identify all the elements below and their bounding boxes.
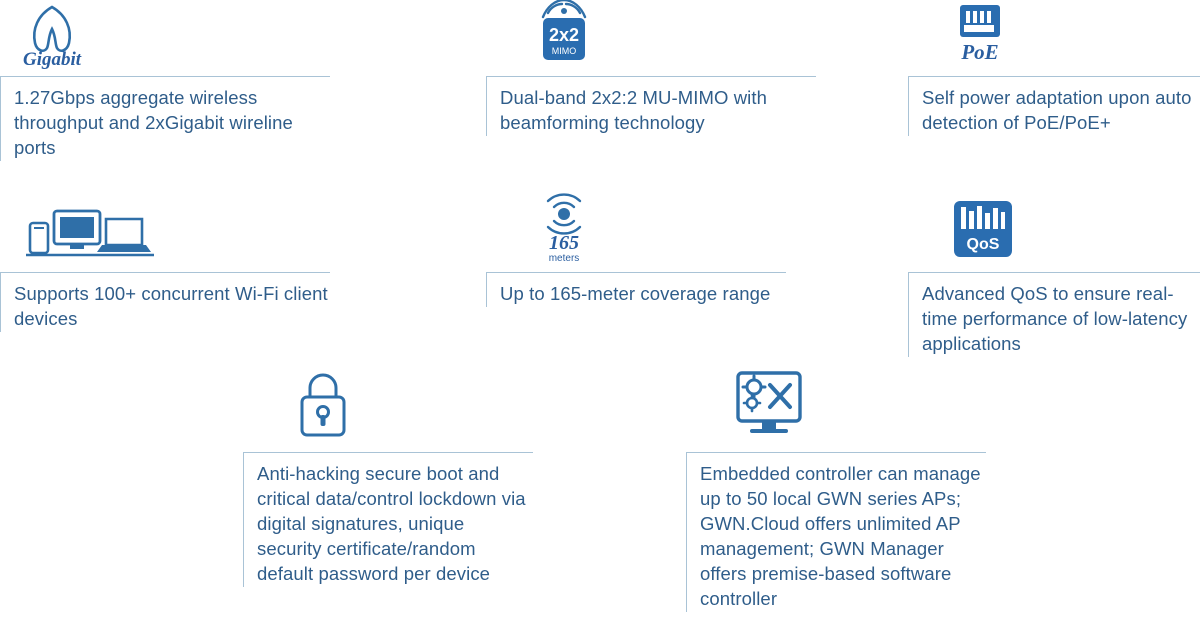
- padlock-security-icon: [247, 365, 369, 452]
- svg-text:MIMO: MIMO: [551, 46, 577, 56]
- gigabit-antenna-icon: [4, 0, 100, 76]
- icon-container: [486, 0, 816, 76]
- feature-body: [486, 77, 816, 136]
- mimo-2x2-wifi-icon: [490, 0, 610, 76]
- feature-card-mimo: [486, 0, 816, 136]
- svg-text:PoE: PoE: [961, 40, 999, 64]
- svg-text:meters: meters: [548, 253, 580, 264]
- feature-card-clients: [0, 196, 330, 332]
- feature-body: [486, 273, 786, 307]
- feature-text: Embedded controller can manage up to 50 local GWN series APs; GWN.Cloud offers unlimited AP management; GWN Manager offers premise-based software controller: [700, 463, 981, 609]
- feature-card-qos: [908, 196, 1200, 357]
- feature-text: Supports 100+ concurrent Wi-Fi client devices: [14, 283, 328, 329]
- feature-text: Up to 165-meter coverage range: [500, 283, 771, 304]
- feature-body: [686, 453, 986, 612]
- feature-text: Dual-band 2x2:2 MU-MIMO with beamforming technology: [500, 87, 768, 133]
- feature-card-controller: [686, 368, 986, 612]
- feature-body: [243, 453, 533, 587]
- icon-container: [0, 196, 330, 272]
- icon-container: [243, 368, 533, 452]
- feature-card-gigabit: [0, 0, 330, 161]
- multi-devices-icon: [4, 197, 168, 272]
- icon-container: [908, 196, 1200, 272]
- feature-body: [908, 77, 1200, 136]
- icon-container: [686, 368, 986, 452]
- feature-text: Advanced QoS to ensure real-time performance of low-latency applications: [922, 283, 1188, 354]
- svg-text:165: 165: [549, 232, 579, 254]
- feature-text: Self power adaptation upon auto detection of PoE/PoE+: [922, 87, 1192, 133]
- monitor-tools-controller-icon: [690, 365, 818, 452]
- feature-body: [0, 273, 330, 332]
- icon-container: [908, 0, 1200, 76]
- icon-container: [0, 0, 330, 76]
- feature-text: Anti-hacking secure boot and critical data/control lockdown via digital signatures, unique security certificate/random default password per device: [257, 463, 526, 584]
- svg-text:Gigabit: Gigabit: [22, 49, 82, 70]
- qos-equalizer-icon: [912, 195, 1026, 272]
- feature-text: 1.27Gbps aggregate wireless throughput and 2xGigabit wireline ports: [14, 87, 293, 158]
- feature-card-coverage: [486, 196, 786, 307]
- feature-body: [0, 77, 330, 161]
- icon-container: [486, 196, 786, 272]
- svg-text:QoS: QoS: [966, 236, 1000, 253]
- coverage-range-icon: [490, 193, 610, 272]
- feature-card-poe: [908, 0, 1200, 136]
- svg-text:2x2: 2x2: [548, 25, 580, 45]
- poe-port-icon: [912, 0, 1026, 76]
- feature-body: [908, 273, 1200, 357]
- feature-card-security: [243, 368, 533, 587]
